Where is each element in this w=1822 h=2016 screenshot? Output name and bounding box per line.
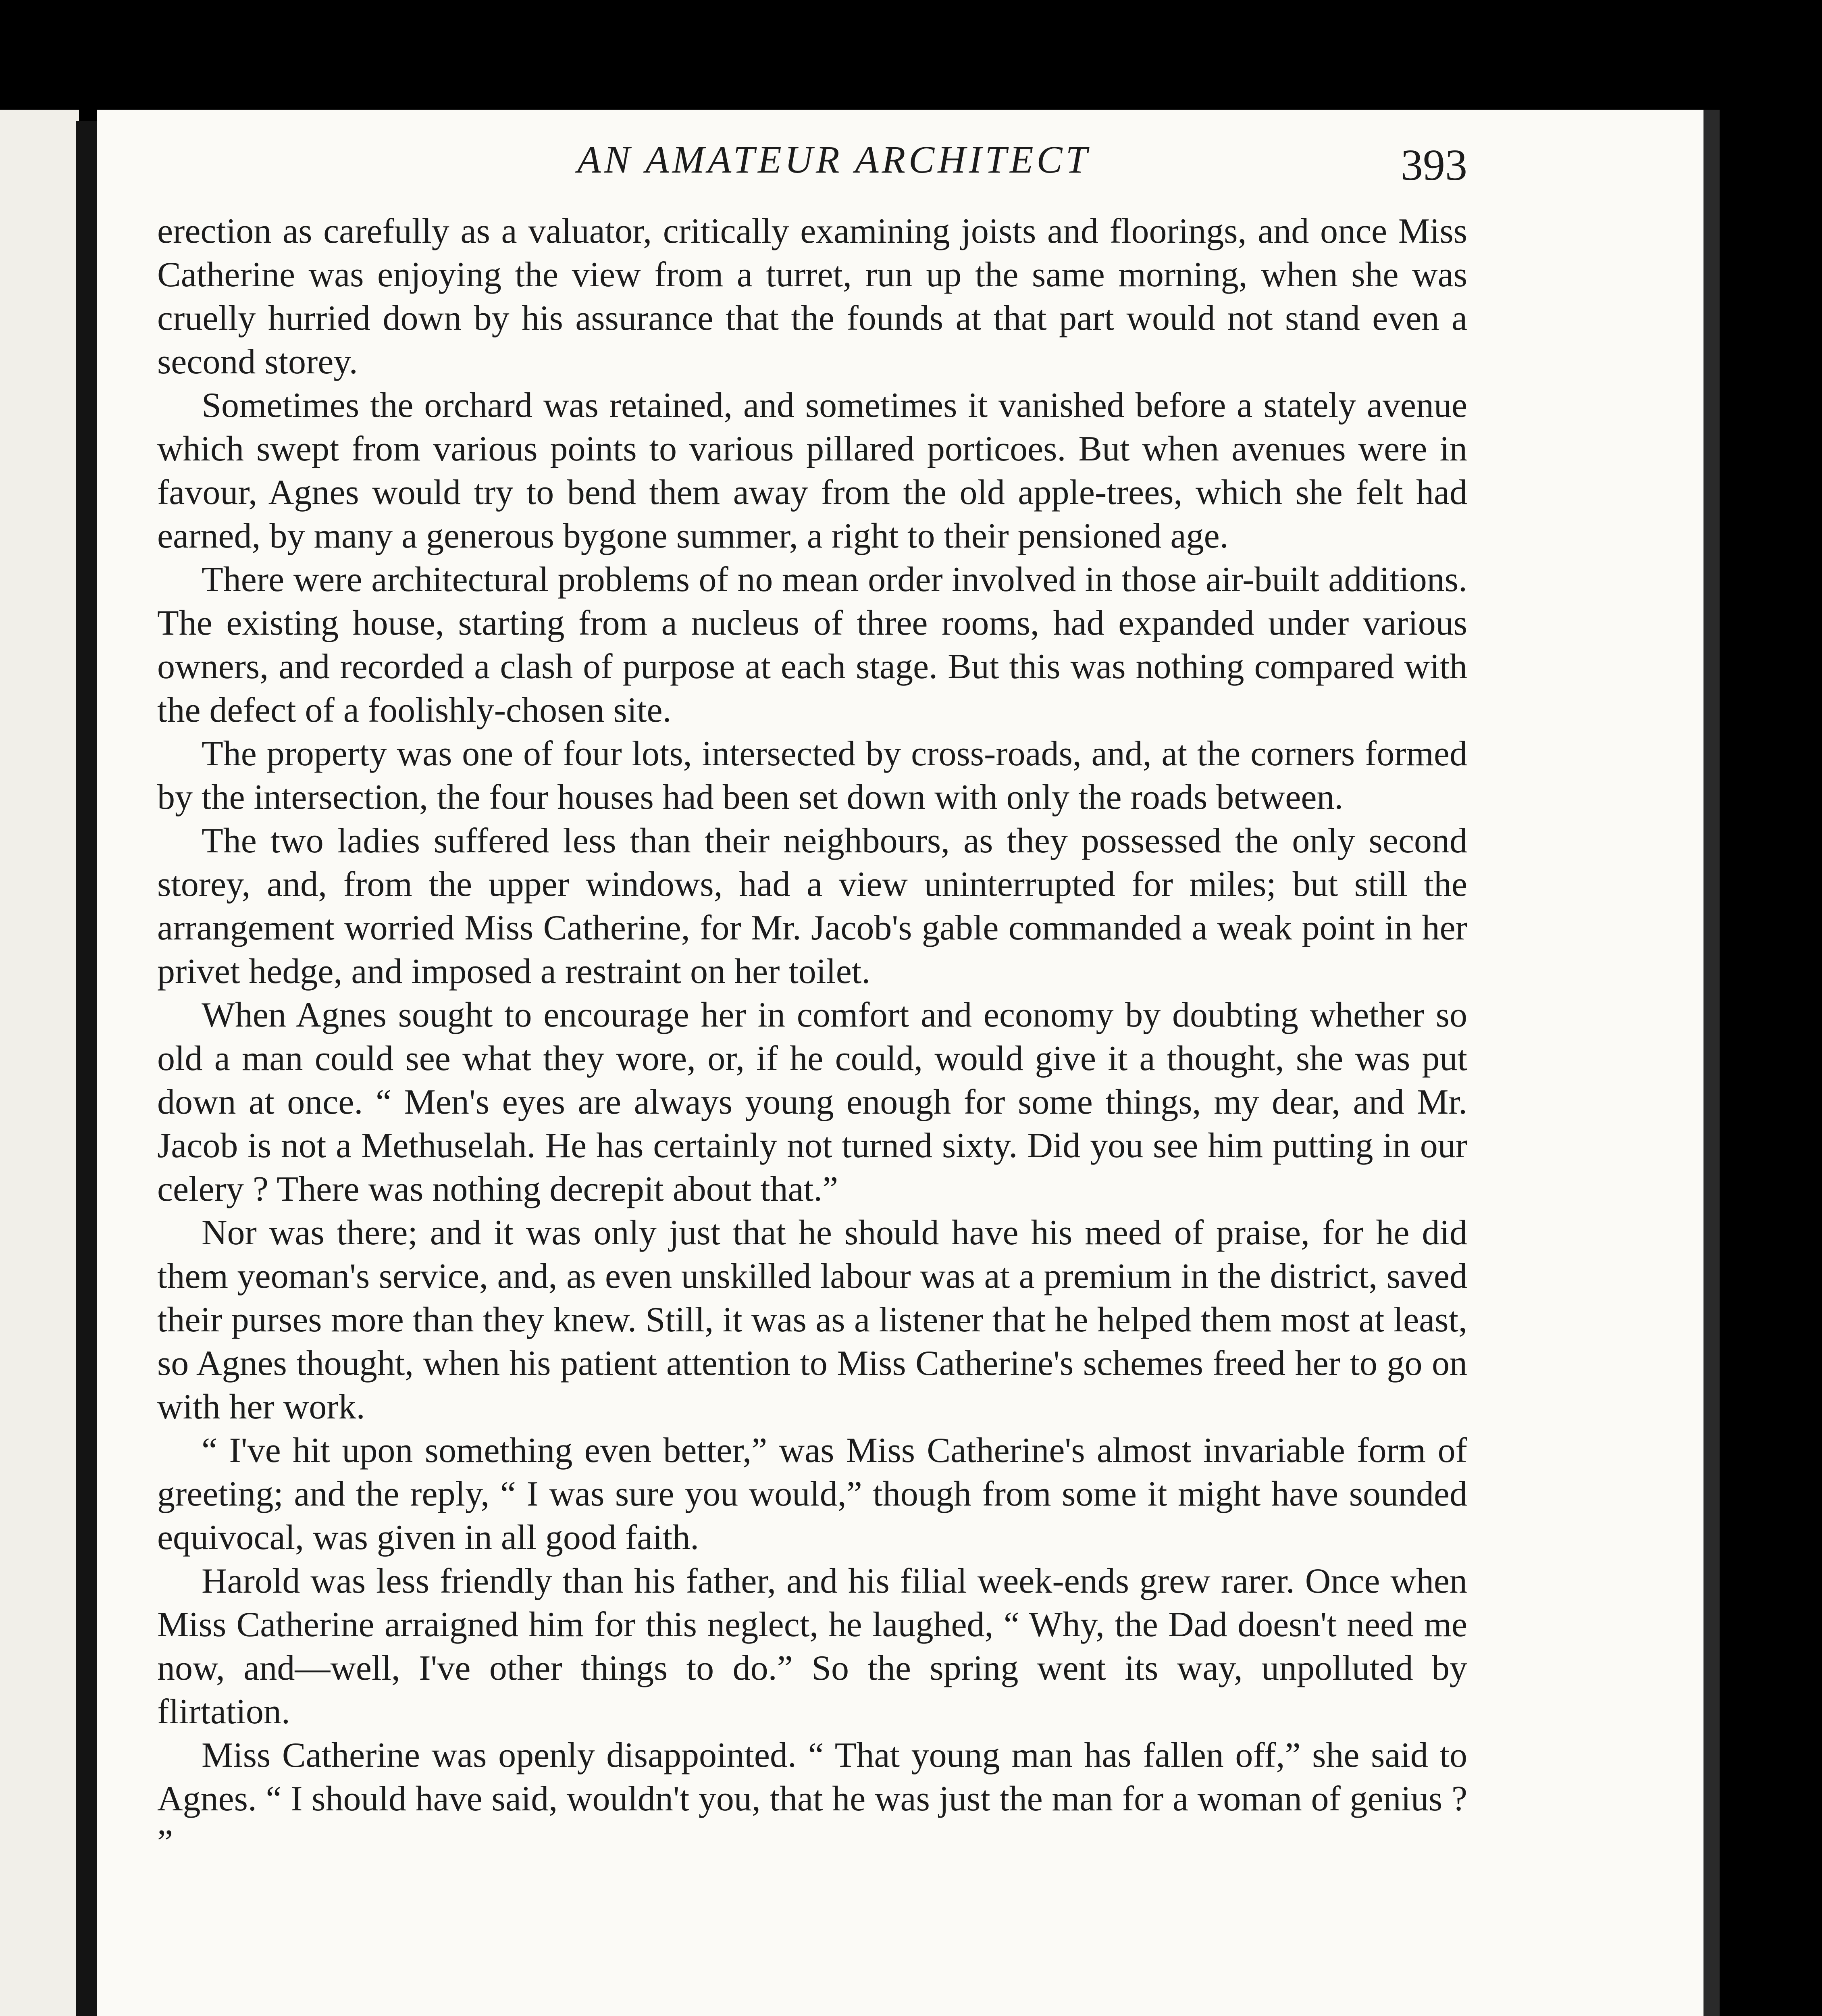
- paragraph: Miss Catherine was openly disappointed. “ That young man has fallen off,” she said to Agnes. “ I should have said, wouldn't you, that he was just the man for a woman of genius ? ”: [157, 1736, 1467, 1862]
- paragraph: Nor was there; and it was only just that he should have his meed of praise, for he did them yeoman's service, and, as even unskilled labour was at a premium in the district, saved their purses more than they knew. Still, it was as a listener that he helped them most at least, so Agnes thought, when his patient attention to Miss Catherine's schemes freed her to go on with her work.: [157, 1213, 1467, 1427]
- paragraph: Sometimes the orchard was retained, and sometimes it vanished before a stately avenue which swept from various points to various pillared porticoes. But when avenues were in favour, Agnes would try to bend them away from the old apple-trees, which she felt had earned, by many a generous bygone summer, a right to their pensioned age.: [157, 386, 1467, 556]
- page-header: [157, 137, 1467, 190]
- page-number: 393: [1401, 140, 1467, 190]
- facing-page-edge: [0, 110, 79, 2016]
- body-text: [157, 210, 1467, 2016]
- paragraph: Harold was less friendly than his father, and his filial week-ends grew rarer. Once when Miss Catherine arraigned him for this neglect, he laughed, “ Why, the Dad doesn't need me now, and—well, I've other things to do.” So the spring went its way, unpolluted by flirtation.: [157, 1562, 1467, 1731]
- paragraph: There were architectural problems of no mean order involved in those air-built additions. The existing house, starting from a nucleus of three rooms, had expanded under various owners, and recorded a clash of purpose at each stage. But this was nothing compared with the defect of a foolishly-chosen site.: [157, 560, 1467, 730]
- paragraph: The two ladies suffered less than their neighbours, as they possessed the only second storey, and, from the upper windows, had a view uninterrupted for miles; but still the arrangement worried Miss Catherine, for Mr. Jacob's gable commanded a weak point in her privet hedge, and imposed a restraint on her toilet.: [157, 821, 1467, 991]
- paragraph: “ I've hit upon something even better,” was Miss Catherine's almost invariable form of greeting; and the reply, “ I was sure you would,” though from some it might have sounded equivocal, was given in all good faith.: [157, 1431, 1467, 1557]
- page-edge-shadow: [1703, 110, 1720, 2016]
- paragraph: erection as carefully as a valuator, critically examining joists and floorings, and once Miss Catherine was enjoying the view from a turret, run up the same morning, when she was cruelly hurried down by his assurance that the founds at that part would not stand even a second storey.: [157, 212, 1467, 381]
- paragraph: The property was one of four lots, intersected by cross-roads, and, at the corners formed by the intersection, the four houses had been set down with only the roads between.: [157, 734, 1467, 817]
- paragraph: When Agnes sought to encourage her in comfort and economy by doubting whether so old a man could see what they wore, or, if he could, would give it a thought, she was put down at once. “ Men's eyes are always young enough for some things, my dear, and Mr. Jacob is not a Methuselah. He has certainly not turned sixty. Did you see him putting in our celery ? There was nothing decrepit about that.”: [157, 996, 1467, 1209]
- running-title: AN AMATEUR ARCHITECT: [577, 138, 1090, 181]
